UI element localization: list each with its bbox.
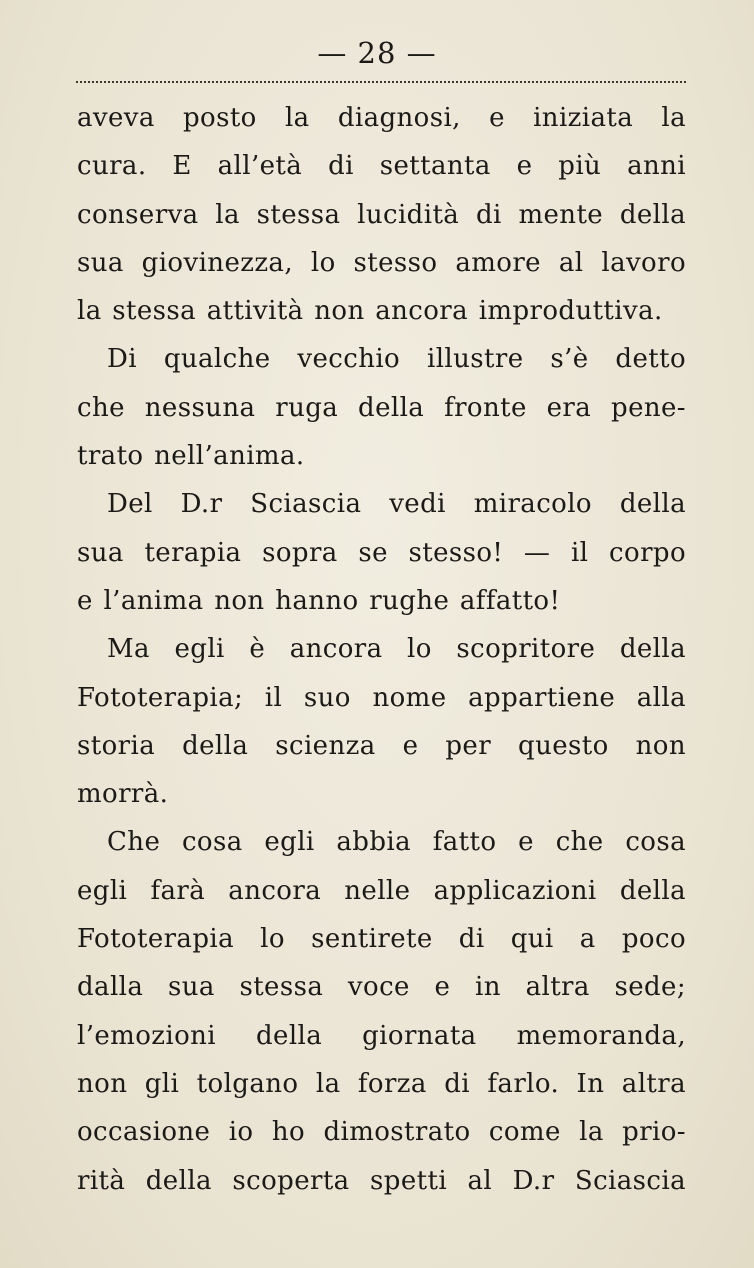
text-line: aveva posto la diagnosi, e iniziata la (77, 103, 686, 133)
text-line: Di qualche vecchio illustre s’è detto (107, 344, 686, 375)
text-line: rità della scoperta spetti al D.r Sciascia (77, 1165, 686, 1196)
header-rule (76, 81, 686, 83)
text-line: Fototerapia; il suo nome appartiene alla (77, 682, 686, 713)
text-line: Del D.r Sciascia vedi miracolo della (107, 489, 686, 520)
body-text (77, 94, 686, 1205)
text-line: egli farà ancora nelle applicazioni della (77, 875, 686, 906)
text-line: Ma egli è ancora lo scopritore della (107, 634, 686, 665)
text-line: che nessuna ruga della fronte era pene- (77, 392, 686, 423)
text-line: e l’anima non hanno rughe affatto! (77, 585, 561, 616)
text-line: Fototerapia lo sentirete di qui a poco (77, 924, 686, 955)
text-line: dalla sua stessa voce e in altra sede; (77, 972, 686, 1003)
text-line: trato nell’anima. (77, 441, 305, 472)
text-line: conserva la stessa lucidità di mente della (77, 199, 686, 230)
text-line: l’emozioni della giornata memoranda, (77, 1020, 686, 1051)
text-line: non gli tolgano la forza di farlo. In altra (77, 1068, 686, 1099)
text-line: sua terapia sopra se stesso! — il corpo (77, 537, 686, 568)
text-line: sua giovinezza, lo stesso amore al lavoro (77, 247, 686, 278)
text-line: la stessa attività non ancora improduttiva. (77, 296, 663, 327)
text-line: cura. E all’età di settanta e più anni (77, 151, 686, 182)
text-line: Che cosa egli abbia fatto e che cosa (107, 827, 686, 858)
text-line: occasione io ho dimostrato come la prio- (77, 1117, 686, 1148)
text-line: storia della scienza e per questo non (77, 730, 686, 761)
page-number: — 28 — (317, 36, 437, 70)
text-line: morrà. (77, 779, 169, 810)
